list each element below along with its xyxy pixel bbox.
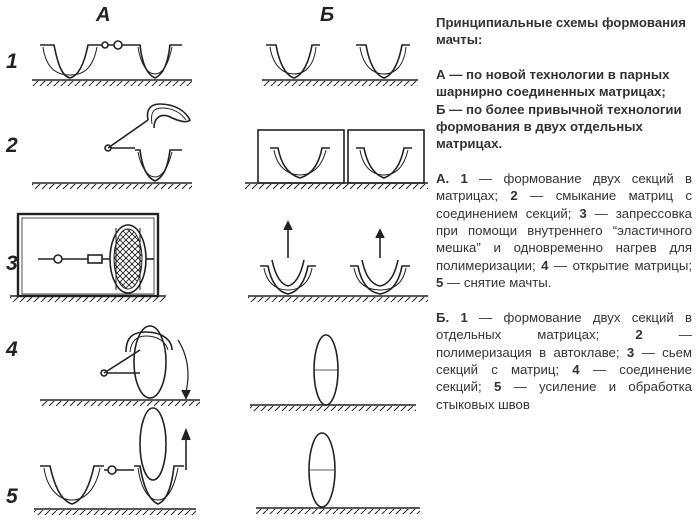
step-a3-text: — запрессовка при помощи внутреннего “эластичного мешка” и одновременно нагрев для полимеризации; bbox=[436, 205, 693, 273]
row-number-5: 5 bbox=[6, 485, 18, 508]
row-number-1: 1 bbox=[6, 50, 18, 73]
step-a1-text: — формование двух секций в матрицах; bbox=[436, 170, 692, 204]
step-a4-number: 4 bbox=[541, 257, 549, 273]
ground-line-b3 bbox=[248, 296, 428, 302]
ground-line-b2 bbox=[245, 183, 428, 189]
step-b1-text: — формование двух секций в отдельных матрицах; bbox=[436, 309, 692, 343]
step-a2-number: 2 bbox=[510, 188, 518, 204]
ground-line-a4 bbox=[40, 400, 200, 406]
legend-steps-b bbox=[436, 309, 692, 413]
row-number-2: 2 bbox=[6, 134, 18, 157]
ground-line-b4 bbox=[250, 405, 416, 411]
steps-a-prefix: А. bbox=[436, 170, 450, 186]
ground-line-b1 bbox=[262, 80, 418, 86]
step-b1-number: 1 bbox=[460, 309, 468, 325]
step-b3-text: — сьем секций с матриц; bbox=[436, 344, 692, 377]
legend bbox=[436, 14, 692, 413]
ground-line-a5 bbox=[34, 509, 196, 515]
legend-title: Принципиальные схемы формования мачты: bbox=[436, 15, 686, 48]
ground-line-a2 bbox=[32, 183, 192, 189]
step-a1-number: 1 bbox=[460, 170, 468, 186]
column-header-a: А bbox=[96, 4, 111, 26]
step-b4-number: 4 bbox=[572, 361, 580, 377]
row-number-4: 4 bbox=[6, 338, 18, 361]
column-header-b: Б bbox=[320, 4, 335, 26]
step-a3-number: 3 bbox=[579, 205, 587, 221]
steps-b-prefix: Б. bbox=[436, 309, 450, 325]
legend-definition-b: Б — по более привычной технологии формования в двух отдельных матрицах. bbox=[436, 101, 682, 152]
step-b2-number: 2 bbox=[635, 327, 643, 343]
row-number-3: 3 bbox=[6, 252, 18, 275]
ground-line-a1 bbox=[32, 80, 192, 86]
step-a5-text: — снятие мачты. bbox=[443, 275, 552, 291]
step-b5-number: 5 bbox=[493, 379, 502, 395]
step-b3-number: 3 bbox=[626, 344, 635, 360]
step-a5-number: 5 bbox=[436, 275, 444, 291]
step-a2-text: — смыкание матриц с соединением секций; bbox=[436, 188, 692, 221]
step-b5-text: — усиление и обработка стыковых швов bbox=[436, 379, 692, 412]
ground-line-b5 bbox=[256, 508, 420, 514]
step-a4-text: — открытие матрицы; bbox=[548, 257, 692, 273]
legend-definition-a: А — по новой технологии в парных шарнирно соединенных матрицах; bbox=[436, 66, 670, 100]
legend-steps-a bbox=[436, 170, 692, 292]
step-b4-text: — соединение секций; bbox=[436, 361, 692, 395]
step-b2-text: — полимеризация в автоклаве; bbox=[436, 327, 692, 360]
